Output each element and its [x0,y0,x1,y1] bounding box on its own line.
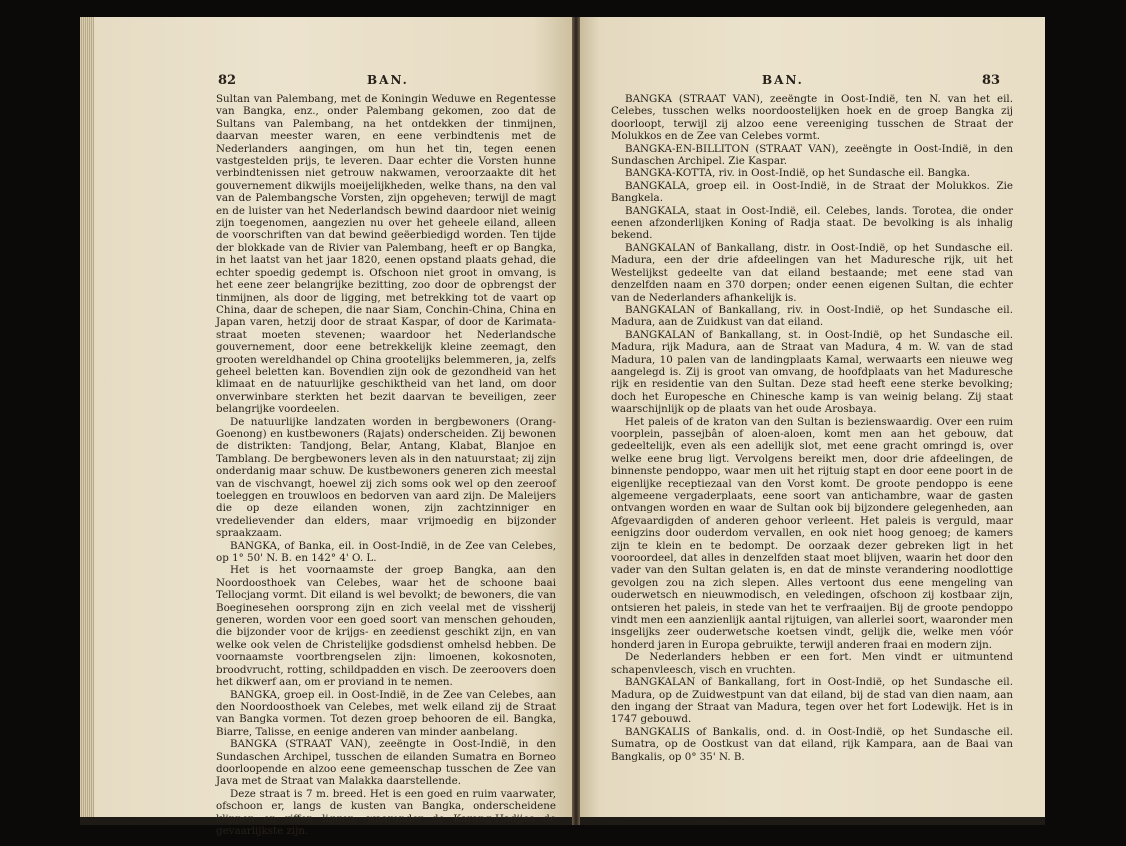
paragraph: BANGKA-KOTTA, riv. in Oost-Indië, op het Sundasche eil. Bangka. [625,167,971,180]
paragraph: Sultan van Palembang, met de Koningin Weduwe en Regentesse van Bangka, enz., onder Palembang gekomen, zoo dat de Sultans van Palembang, na het ontdekken der tinmijnen, daarvan meester waren, en eene verbindtenis met de Nederlanders aangingen, om hun het tin, tegen eenen vastgestelden prijs, te leveren. Daar echter die Vorsten hunne verbindtenissen niet getrouw nakwamen, veroorzaakte dit het gouvernement dikwijls moeijelijkheden, welke thans, na den val van de Palembangsche Vorsten, zijn opgeheven; terwijl de magt en de luister van het Nederlandsch bewind daardoor niet weinig zijn toegenomen, aangezien nu over het geheele eiland, alleen de voorschriften van dat bewind geëerbiedigd worden. Ten tijde der blokkade van de Rivier van Palembang, heeft er op Bangka, in het laatst van het jaar 1820, eenen opstand plaats gehad, die echter spoedig gedempt is. Ofschoon niet groot in omvang, is het eene zeer belangrijke bezitting, zoo door de opbrengst der tinmijnen, als door de ligging, met betrekking tot de vaart op China, daar de schepen, die naar Siam, Conchin-China, China en Japan varen, hetzij door de straat Kaspar, of door de Karimata-straat moeten stevenen; waardoor het Nederlandsche gouvernement, door eene betrekkelijk kleine zeemagt, den grooten wereldhandel op China grootelijks belemmeren, ja, zelfs geheel beletten kan. Bovendien zijn ook de gezondheid van het klimaat en de natuurlijke geschiktheid van het land, om door onverwinbare sterkten het bezit daarvan te beveiligen, zeer belangrijke voordeelen. [216,93,556,416]
running-head-left: BAN. [367,73,409,87]
left-page-text [216,93,556,837]
paragraph: BANGKALA, groep eil. in Oost-Indië, in de Straat der Molukkos. Zie Bangkela. [611,179,1013,205]
paragraph: Deze straat is 7 m. breed. Het is een goed en ruim vaarwater, ofschoon er, langs de kusten van Bangka, onderscheidene klippen en riffen liggen, waaronder de Karang-Hadjies de gevaarlijkste zijn. [216,787,556,837]
page-number-left: 82 [218,73,237,88]
paragraph: BANGKA-EN-BILLITON (STRAAT VAN), zeeëngte in Oost-Indië, in den Sundaschen Archipel. Zie Kaspar. [611,142,1013,168]
paragraph: BANGKA (STRAAT VAN), zeeëngte in Oost-Indië, in den Sundaschen Archipel, tusschen de eilanden Sumatra en Borneo doorloopende en alzoo eene gemeenschap tusschen de Zee van Java met de Straat van Malakka daarstellende. [216,738,556,788]
paragraph: Het paleis of de kraton van den Sultan is bezienswaardig. Over een ruim voorplein, passejbân of aloen-aloen, komt men aan het gebouw, dat gedeeltelijk, even als een adellijk slot, met eene gracht omringd is, over welke eene brug ligt. Vervolgens bereikt men, door drie afdeelingen, de binnenste pendoppo, waar men uit het rijtuig stapt en door eene poort in de eigenlijke receptiezaal van den Vorst komt. De groote pendoppo is eene algemeene vergaderplaats, eene soort van antichambre, waar de gasten ontvangen worden en waar de Sultan ook bij bijzondere gelegenheden, aan Afgevaardigden of anderen gehoor verleent. Het paleis is verguld, maar eenigzins door ouderdom vervallen, en ook niet hoog genoeg; de kamers zijn te klein en te bedompt. De oorzaak dezer gebreken ligt in het vooroordeel, dat alles in denzelfden staat moet blijven, waarin het door den vader van den Sultan gelaten is, en dat de minste verandering noodlottige gevolgen zou na zich slepen. Alles vertoont dus eene mengeling van ouderwetsch en nieuwmodisch, en veledingen, ofschoon zij kostbaar zijn, ontsieren het paleis, in stede van het te verfraaijen. Bij de groote pendoppo vindt men een aanzienlijk aantal rijtuigen, van allerlei soort, waaronder men insgelijks zeer ouderwetsche koetsen vindt, gelijk die, welke men vóór honderd jaren in Europa gebruikte, terwijl anderen fraai en modern zijn. [611,415,1013,651]
page-number-right: 83 [982,73,1001,88]
open-book [80,17,1045,837]
paragraph: BANGKALAN of Bankallang, st. in Oost-Indië, op het Sundasche eil. Madura, rijk Madura, aan de Straat van Madura, 4 m. W. van de stad Madura, 10 palen van de landingplaats Kamal, werwaarts een nieuwe weg aangelegd is. Zij is groot van omvang, de hoofdplaats van het Maduresche rijk en residentie van den Sultan. Deze stad heeft eene sterke bevolking; doch het Europesche en Chinesche kamp is van weinig belang. Zij staat waarschijnlijk op de plaats van het oude Arosbaya. [611,328,1013,416]
paragraph: Het is het voornaamste der groep Bangka, aan den Noordoosthoek van Celebes, waar het de schoone baai Tellocjang vormt. Dit eiland is wel bevolkt; de bewoners, die van Boeginesehen oorsprong zijn en zich veelal met de vissherij generen, worden voor een goed soort van menschen gehouden, die bijzonder voor de krijgs- en zeedienst geschikt zijn, en van welke ook velen de Christelijke godsdienst omhelsd hebben. De voornaamste voortbrengselen zijn: limoenen, kokosnoten, broodvrucht, rotting, schildpadden en visch. De zeeroovers doen het dikwerf aan, om er proviand in te nemen. [216,564,556,689]
paragraph: BANGKALAN of Bankallang, distr. in Oost-Indië, op het Sundasche eil. Madura, een der drie afdeelingen van het Maduresche rijk, uit het Westelijkst gedeelte van dat eiland bestaande; met eene stad van denzelfden naam en 370 dorpen; onder eenen eigenen Sultan, die echter van de Nederlanders afhankelijk is. [611,241,1013,304]
paragraph: BANGKALA, staat in Oost-Indië, eil. Celebes, lands. Torotea, die onder eenen afzonderlijken Koning of Radja staat. De bevolking is als inhalig bekend. [611,204,1013,242]
paragraph: De natuurlijke landzaten worden in bergbewoners (Orang-Goenong) en kustbewoners (Rajats) onderscheiden. Zij bewonen de distrikten: Tandjong, Belar, Antang, Klabat, Blanjoe en Tamblang. De bergbewoners leven als in den natuurstaat; zij zijn onderdanig maar schuw. De kustbewoners generen zich meestal van de vischvangt, hoewel zij zich soms ook wel op den zeeroof toeleggen en trouwloos en bedorven van aard zijn. De Maleijers die op deze eilanden wonen, zijn zachtzinniger en vredelievender dan elders, maar vrijmoedig en bijzonder spraakzaam. [216,415,556,540]
paragraph: BANGKALAN of Bankallang, fort in Oost-Indië, op het Sundasche eil. Madura, op de Zuidwestpunt van dat eiland, bij de stad van dien naam, aan den ingang der Straat van Madura, tegen over het fort Lodewijk. Het is in 1747 gebouwd. [611,676,1013,726]
page-edges [80,17,94,817]
right-page [580,17,1045,817]
book-gutter [572,17,580,825]
right-page-text [611,93,1013,763]
paragraph: De Nederlanders hebben er een fort. Men vindt er uitmuntend schapenvleesch, visch en vruchten. [611,651,1013,676]
paragraph: BANGKALIS of Bankalis, ond. d. in Oost-Indië, op het Sundasche eil. Sumatra, op de Oostkust van dat eiland, rijk Kampara, aan de Baai van Bangkalis, op 0° 35' N. B. [611,725,1013,763]
paragraph: BANGKA, of Banka, eil. in Oost-Indië, in de Zee van Celebes, op 1° 50' N. B. en 142° 4' O. L. [216,539,556,565]
left-page [80,17,572,837]
paragraph: BANGKALAN of Bankallang, riv. in Oost-Indië, op het Sundasche eil. Madura, aan de Zuidkust van dat eiland. [611,303,1013,329]
paragraph: BANGKA, groep eil. in Oost-Indië, in de Zee van Celebes, aan den Noordoosthoek van Celebes, met welk eiland zij de Straat van Bangka vormen. Tot dezen groep behooren de eil. Bangka, Biarre, Talisse, en eenige anderen van minder aanbelang. [216,688,556,738]
paragraph: BANGKA (STRAAT VAN), zeeëngte in Oost-Indië, ten N. van het eil. Celebes, tusschen welks noordoostelijken hoek en de groep Bangka zij doorloopt, terwijl zij alzoo eene vereeniging tusschen de Straat der Molukkos en de Zee van Celebes vormt. [611,93,1013,143]
running-head-right: BAN. [762,73,804,87]
